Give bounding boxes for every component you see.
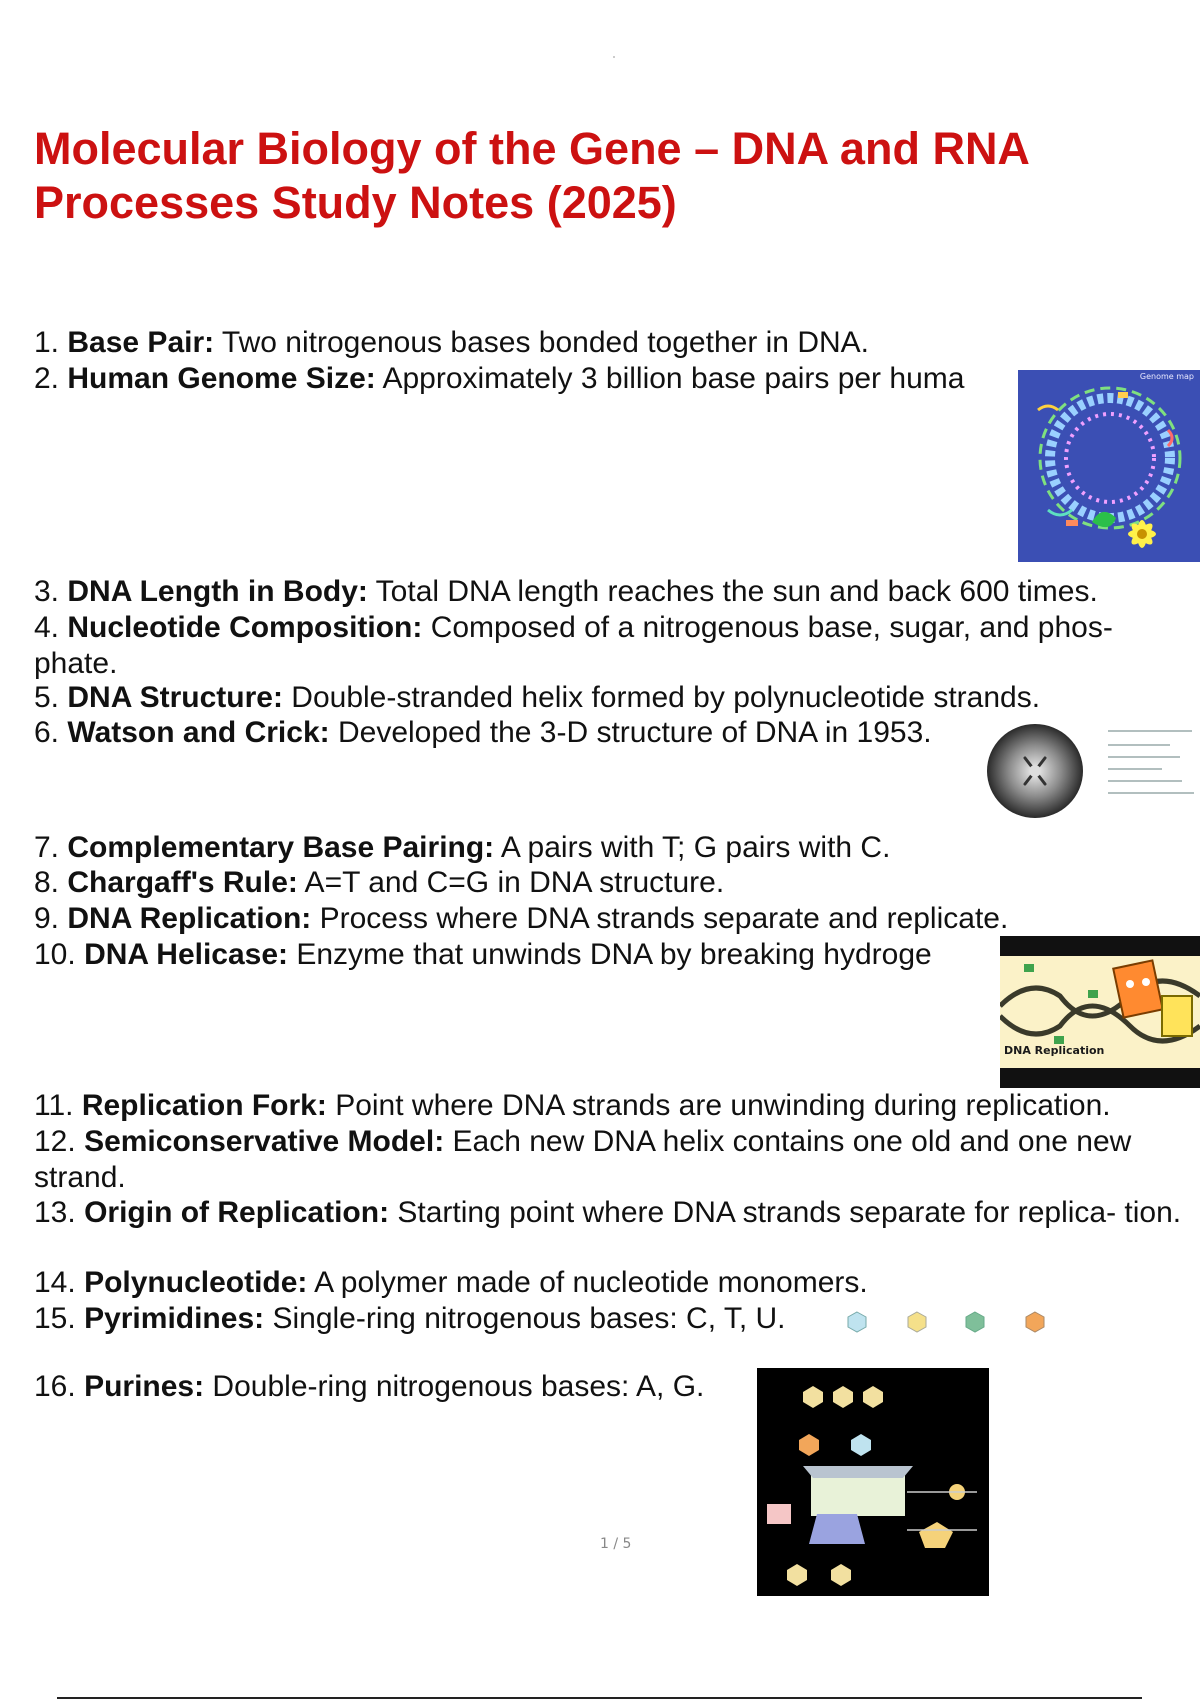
page-marker-dot <box>613 56 615 58</box>
list-item <box>34 1088 1111 1124</box>
page-number: 1 / 5 <box>600 1536 632 1552</box>
item-term: Polynucleotide: <box>84 1266 308 1299</box>
list-item <box>34 1265 868 1301</box>
pyrimidine-molecules-image <box>835 1300 1075 1344</box>
item-text: A polymer made of nucleotide monomers. <box>307 1266 868 1299</box>
item-number: 11. <box>34 1089 74 1122</box>
item-term: DNA Helicase: <box>84 938 289 971</box>
list-item <box>34 1301 786 1337</box>
xray-diffraction-image <box>985 722 1085 820</box>
item-term: Origin of Replication: <box>84 1196 390 1229</box>
item-text: Developed the 3-D structure of DNA in 1953. <box>329 716 932 749</box>
item-number: 13. <box>34 1196 76 1229</box>
list-item <box>34 325 869 361</box>
list-item <box>34 1124 1184 1196</box>
item-number: 16. <box>34 1370 76 1403</box>
item-number: 14. <box>34 1266 76 1299</box>
list-item <box>34 610 1184 682</box>
list-item <box>34 1195 1184 1231</box>
item-number: 10. <box>34 938 76 971</box>
item-text: A=T and C=G in DNA structure. <box>297 866 725 899</box>
list-item <box>34 830 890 866</box>
video-caption: DNA Replication <box>1004 1044 1105 1057</box>
item-term: Complementary Base Pairing: <box>67 831 495 864</box>
item-text: A pairs with T; G pairs with C. <box>494 831 891 864</box>
item-text: Approximately 3 billion base pairs per huma <box>375 362 965 395</box>
list-item <box>34 715 932 751</box>
item-number: 2. <box>34 362 60 395</box>
page-title <box>34 122 1154 230</box>
item-text: Point where DNA strands are unwinding during replication. <box>326 1089 1111 1122</box>
item-text: Process where DNA strands separate and replicate. <box>311 902 1009 935</box>
item-text: Two nitrogenous bases bonded together in DNA. <box>214 326 869 359</box>
item-text: Composed of a nitrogenous base, sugar, and phos- phate. <box>34 611 1113 680</box>
item-number: 7. <box>34 831 60 864</box>
item-number: 3. <box>34 575 60 608</box>
item-term: DNA Replication: <box>67 902 312 935</box>
item-term: Watson and Crick: <box>67 716 330 749</box>
item-text: Starting point where DNA strands separate for replica- tion. <box>389 1196 1182 1229</box>
item-text: Total DNA length reaches the sun and back 600 times. <box>367 575 1098 608</box>
list-item <box>34 1369 704 1405</box>
bottom-divider <box>57 1697 1142 1699</box>
item-term: Pyrimidines: <box>84 1302 265 1335</box>
item-number: 5. <box>34 681 60 714</box>
list-item <box>34 937 932 973</box>
diffraction-notes-image <box>1100 725 1200 807</box>
item-number: 1. <box>34 326 60 359</box>
item-term: Replication Fork: <box>81 1089 327 1122</box>
dna-replication-video-thumbnail[interactable] <box>1000 936 1200 1088</box>
list-item <box>34 680 1040 716</box>
title-line-1: Molecular Biology of the Gene – DNA and RNA <box>34 123 1030 174</box>
item-text: Each new DNA helix contains one old and one new strand. <box>34 1125 1132 1194</box>
item-number: 4. <box>34 611 60 644</box>
item-text: Double-ring nitrogenous bases: A, G. <box>204 1370 705 1403</box>
item-text: Single-ring nitrogenous bases: C, T, U. <box>264 1302 786 1335</box>
item-number: 12. <box>34 1125 76 1158</box>
list-item <box>34 901 1008 937</box>
purines-diagram-image <box>757 1368 989 1596</box>
genome-map-label: Genome map <box>1139 372 1194 381</box>
title-line-2: Processes Study Notes (2025) <box>34 177 677 228</box>
item-term: Chargaff's Rule: <box>67 866 298 899</box>
list-item <box>34 865 724 901</box>
item-term: Human Genome Size: <box>67 362 376 395</box>
genome-map-image <box>1018 370 1200 562</box>
item-term: Semiconservative Model: <box>84 1125 445 1158</box>
item-number: 9. <box>34 902 60 935</box>
item-term: Purines: <box>84 1370 205 1403</box>
item-number: 15. <box>34 1302 76 1335</box>
item-term: DNA Length in Body: <box>67 575 368 608</box>
item-text: Double-stranded helix formed by polynucleotide strands. <box>282 681 1041 714</box>
item-term: Nucleotide Composition: <box>67 611 423 644</box>
item-term: Base Pair: <box>67 326 215 359</box>
item-text: Enzyme that unwinds DNA by breaking hydroge <box>288 938 932 971</box>
list-item <box>34 574 1098 610</box>
item-term: DNA Structure: <box>67 681 283 714</box>
list-item <box>34 361 964 397</box>
genome-map-graphic <box>1018 370 1200 562</box>
item-number: 6. <box>34 716 60 749</box>
item-number: 8. <box>34 866 60 899</box>
